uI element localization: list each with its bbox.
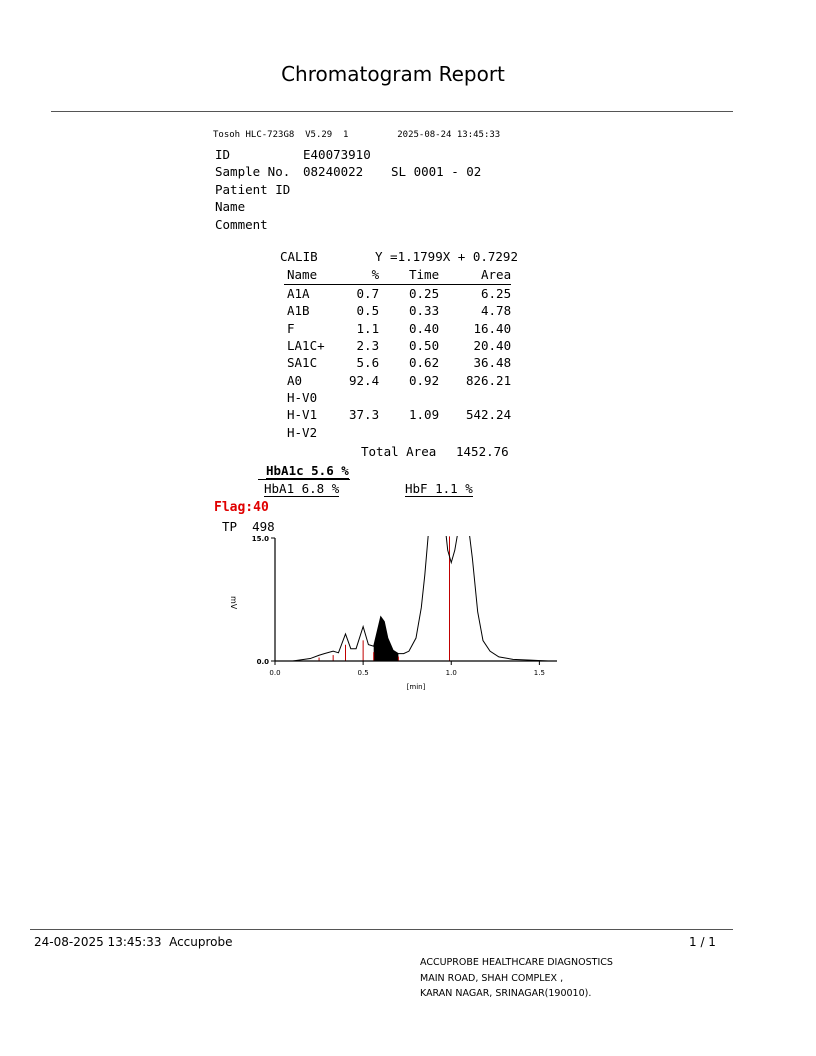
peak-name: H-V0 <box>287 389 318 405</box>
peak-percent: 0.5 <box>356 303 380 319</box>
sample-fields <box>215 146 482 233</box>
name-label: Name <box>215 199 246 215</box>
peak-name: SA1C <box>287 355 318 371</box>
top-divider <box>51 111 733 112</box>
comment-label: Comment <box>215 216 268 232</box>
peak-time: 0.33 <box>409 303 440 319</box>
table-row <box>284 406 511 423</box>
peak-time: 1.09 <box>409 407 440 423</box>
peak-time: 0.40 <box>409 320 440 336</box>
calib-equation: Y =1.1799X + 0.7292 <box>375 249 518 264</box>
peak-area: 4.78 <box>481 303 512 319</box>
peak-area: 36.48 <box>473 355 512 371</box>
peak-name: H-V1 <box>287 407 318 423</box>
y-tick-label: 15.0 <box>251 535 269 543</box>
bottom-divider <box>30 929 733 930</box>
peaks-table <box>284 266 511 441</box>
peak-area: 542.24 <box>465 407 512 423</box>
peak-area: 16.40 <box>473 320 512 336</box>
peak-name: H-V2 <box>287 424 318 440</box>
sample-no-label: Sample No. <box>215 164 291 180</box>
total-label: Total Area <box>361 444 437 459</box>
peak-percent: 92.4 <box>349 372 380 388</box>
footer-datetime-user: 24-08-2025 13:45:33 Accuprobe <box>34 935 233 949</box>
peak-time <box>379 389 439 406</box>
x-tick-label: 1.0 <box>445 669 457 677</box>
x-tick-label: 0.0 <box>269 669 281 677</box>
table-row <box>284 337 511 354</box>
peak-percent: 1.1 <box>356 320 380 336</box>
x-tick-label: 1.5 <box>533 669 545 677</box>
peak-name: A1A <box>287 286 310 302</box>
table-row <box>284 423 511 440</box>
table-row <box>284 389 511 406</box>
id-row <box>215 146 371 163</box>
peak-percent: 37.3 <box>349 407 380 423</box>
peak-time: 0.92 <box>409 372 440 388</box>
hba1c-result: HbA1c 5.6 % <box>266 463 349 478</box>
chromatogram-chart <box>230 530 570 695</box>
x-axis-label: [min] <box>406 683 426 691</box>
peak-percent: 2.3 <box>356 338 380 354</box>
hba1c-rule <box>258 479 350 480</box>
peak-area <box>439 423 511 440</box>
col-area-header: Area <box>439 266 511 285</box>
table-row <box>284 320 511 337</box>
table-row <box>284 302 511 319</box>
table-row <box>284 354 511 371</box>
peaks-header-row <box>284 266 511 285</box>
id-label: ID <box>215 147 231 162</box>
peak-time: 0.25 <box>409 286 440 302</box>
address-line: KARAN NAGAR, SRINAGAR(190010). <box>420 988 592 999</box>
hba1-result: HbA1 6.8 % <box>264 481 340 496</box>
table-row <box>284 285 511 303</box>
peak-area: 826.21 <box>465 372 512 388</box>
peaks-body <box>284 285 511 441</box>
peak-name: A1B <box>287 303 310 319</box>
peak-name: LA1C+ <box>287 338 325 354</box>
chromatogram-trace <box>275 530 557 661</box>
calibration <box>280 249 520 264</box>
peak-time <box>379 423 439 440</box>
sample-no-value: 08240022 <box>303 164 364 180</box>
y-tick-label: 0.0 <box>256 658 269 666</box>
patient-id-label: Patient ID <box>215 181 291 197</box>
peak-percent <box>349 423 379 440</box>
peak-area: 6.25 <box>481 286 512 302</box>
x-tick-label: 0.5 <box>357 669 369 677</box>
peak-time: 0.62 <box>409 355 440 371</box>
peak-area <box>439 389 511 406</box>
peak-name: A0 <box>287 372 303 388</box>
col-time-header: Time <box>379 266 439 285</box>
mv-unit-icon: mV <box>229 596 238 610</box>
patient-id-row <box>215 181 290 198</box>
address-line: MAIN ROAD, SHAH COMPLEX , <box>420 972 564 984</box>
peak-area: 20.40 <box>473 338 512 354</box>
sample-no-row <box>215 163 482 180</box>
hbf-result: HbF 1.1 % <box>405 481 473 496</box>
peak-time: 0.50 <box>409 338 440 354</box>
report-title: Chromatogram Report <box>281 62 505 86</box>
address-line: ACCUPROBE HEALTHCARE DIAGNOSTICS <box>420 957 613 968</box>
sl-value: SL 0001 - 02 <box>391 164 482 180</box>
instrument-header <box>213 130 500 140</box>
col-pct-header: % <box>349 266 379 285</box>
total-value: 1452.76 <box>456 444 509 459</box>
instrument-model: Tosoh HLC-723G8 V5.29 1 <box>213 130 349 140</box>
id-value: E40073910 <box>303 147 371 162</box>
instrument-datetime: 2025-08-24 13:45:33 <box>397 130 501 140</box>
flag-value: Flag:40 <box>214 500 269 515</box>
name-row <box>215 198 290 215</box>
peak-percent: 5.6 <box>356 355 380 371</box>
lab-address <box>420 955 613 1002</box>
footer-page-number: 1 / 1 <box>689 935 716 949</box>
peak-percent <box>349 389 379 406</box>
filled-peak-sa1c <box>374 617 399 661</box>
peak-percent: 0.7 <box>356 286 380 302</box>
col-name-header: Name <box>284 266 349 285</box>
total-area <box>361 444 509 459</box>
comment-row <box>215 216 290 233</box>
table-row <box>284 371 511 388</box>
calib-label: CALIB <box>280 249 318 264</box>
peak-name: F <box>287 320 295 336</box>
tp-value: TP 498 <box>222 519 275 534</box>
